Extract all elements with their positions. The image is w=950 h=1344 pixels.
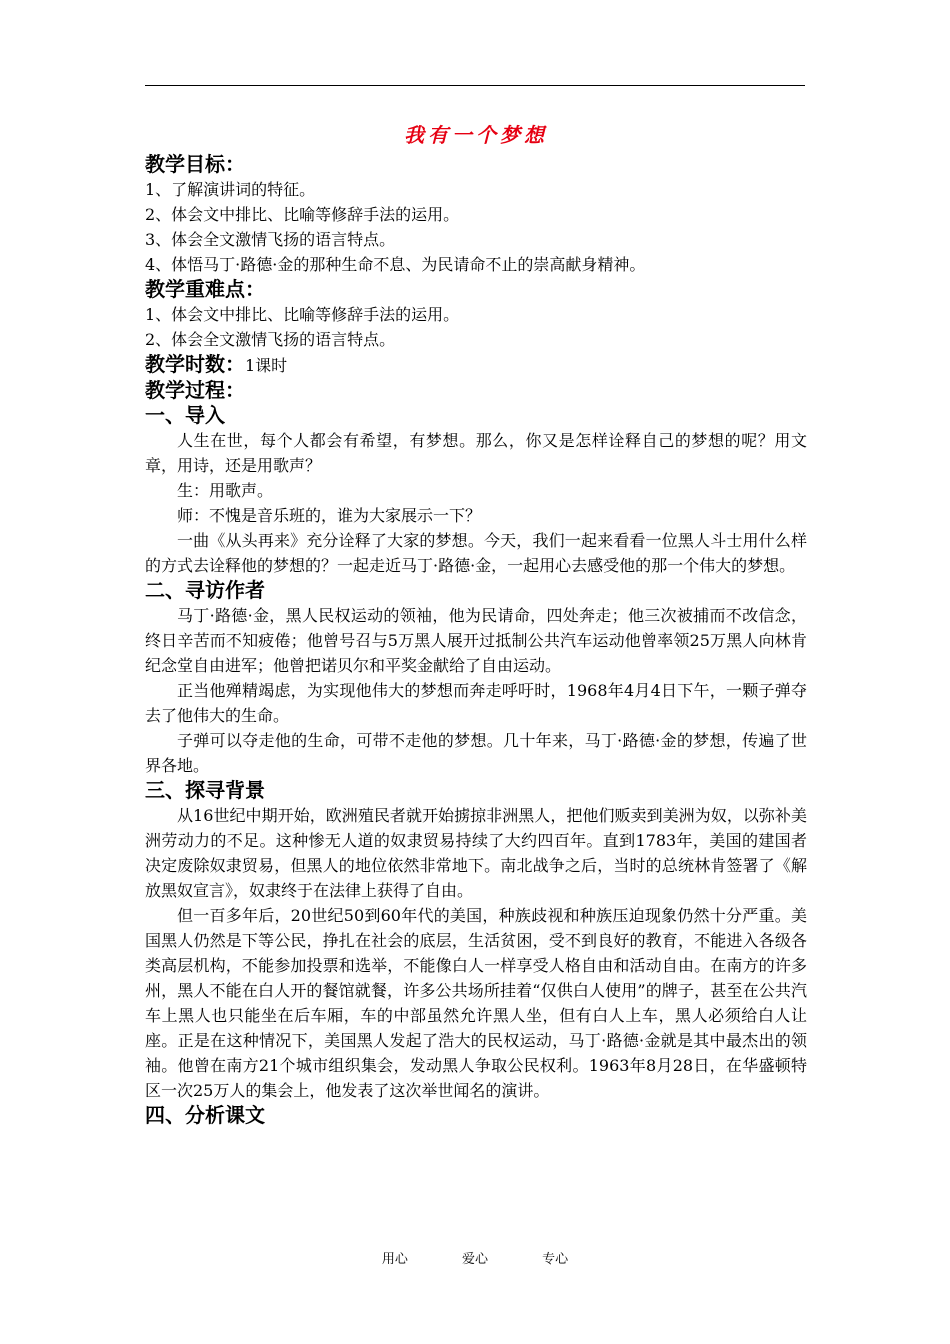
goals-heading: 教学目标：: [145, 152, 245, 176]
footer-word: 专心: [542, 1252, 569, 1267]
page-footer: [0, 1248, 950, 1267]
paragraph: 但一百多年后，20世纪50到60年代的美国，种族歧视和种族压迫现象仍然十分严重。美国黑人仍然是下等公民，挣扎在社会的底层，生活贫困，受不到良好的教育，不能进入各级各类高层机构，不能参加投票和选举，不能像白人一样享受人格自由和活动自由。在南方的许多州，黑人不能在白人开的餐馆就餐，许多公共场所挂着“仅供白人使用”的牌子，甚至在公共汽车上黑人也只能坐在后车厢，车的中部虽然允许黑人坐，但有白人上车，黑人必须给白人让座。正是在这种情况下，美国黑人发起了浩大的民权运动，马丁·路德·金就是其中最杰出的领袖。他曾在南方21个城市组织集会，发动黑人争取公民权利。1963年8月28日，在华盛顿特区一次25万人的集会上，他发表了这次举世闻名的演讲。: [145, 906, 807, 1100]
document-title: 我有一个梦想: [404, 123, 548, 147]
goal-item: 1、了解演讲词的特征。: [145, 180, 316, 199]
paragraph: 正当他殚精竭虑，为实现他伟大的梦想而奔走呼吁时，1968年4月4日下午，一颗子弹夺去了他伟大的生命。: [145, 681, 807, 725]
goal-item: 4、体悟马丁·路德·金的那种生命不息、为民请命不止的崇高献身精神。: [145, 255, 646, 274]
key-point-item: 1、体会文中排比、比喻等修辞手法的运用。: [145, 305, 460, 324]
goal-item: 3、体会全文激情飞扬的语言特点。: [145, 230, 396, 249]
paragraph: 一曲《从头再来》充分诠释了大家的梦想。今天，我们一起来看看一位黑人斗士用什么样的方式去诠释他的梦想的？一起走近马丁·路德·金，一起用心去感受他的那一个伟大的梦想。: [145, 531, 807, 575]
footer-word: 爱心: [461, 1252, 488, 1267]
hours-heading: 教学时数：: [145, 352, 245, 376]
paragraph: 从16世纪中期开始，欧洲殖民者就开始掳掠非洲黑人，把他们贩卖到美洲为奴，以弥补美洲劳动力的不足。这种惨无人道的奴隶贸易持续了大约四百年。直到1783年，美国的建国者决定废除奴隶贸易，但黑人的地位依然非常地下。南北战争之后，当时的总统林肯签署了《解放黑奴宣言》，奴隶终于在法律上获得了自由。: [145, 806, 807, 900]
part2-heading: 二、寻访作者: [145, 578, 265, 602]
process-heading: 教学过程：: [145, 378, 245, 402]
part3-heading: 三、探寻背景: [145, 778, 265, 802]
header-rule: [145, 85, 805, 86]
key-point-item: 2、体会全文激情飞扬的语言特点。: [145, 330, 396, 349]
paragraph: 生：用歌声。: [177, 481, 274, 500]
paragraph: 子弹可以夺走他的生命，可带不走他的梦想。几十年来，马丁·路德·金的梦想，传遍了世界各地。: [145, 731, 807, 775]
footer-word: 用心: [381, 1252, 408, 1267]
paragraph: 人生在世，每个人都会有希望，有梦想。那么，你又是怎样诠释自己的梦想的呢？用文章，用诗，还是用歌声？: [145, 431, 807, 475]
hours-value: 1课时: [245, 356, 288, 375]
paragraph: 师：不愧是音乐班的，谁为大家展示一下？: [177, 506, 482, 525]
goal-item: 2、体会文中排比、比喻等修辞手法的运用。: [145, 205, 460, 224]
key-points-heading: 教学重难点：: [145, 277, 265, 301]
part4-heading: 四、分析课文: [145, 1103, 265, 1127]
part1-heading: 一、导入: [145, 403, 225, 427]
document-body: [145, 120, 807, 1128]
hours-line: [145, 352, 807, 378]
paragraph: 马丁·路德·金，黑人民权运动的领袖，他为民请命，四处奔走；他三次被捕而不改信念，终日辛苦而不知疲倦；他曾号召与5万黑人展开过抵制公共汽车运动他曾率领25万黑人向林肯纪念堂自由进军；他曾把诺贝尔和平奖金献给了自由运动。: [145, 606, 807, 675]
